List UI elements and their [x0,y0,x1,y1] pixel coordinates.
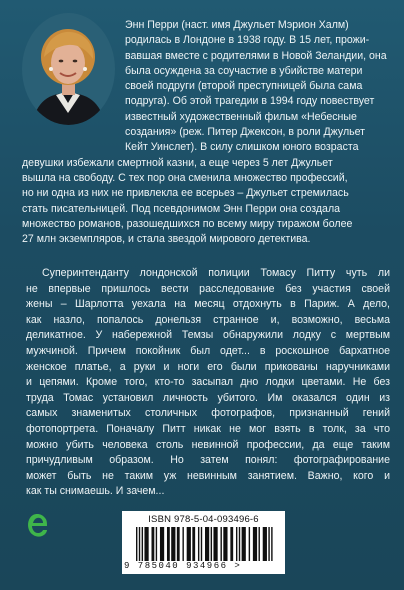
bio-line: была осуждена за соучастие в убийстве матери [125,64,363,77]
barcode-bar [205,527,209,561]
synopsis-line: причудливым образом. Но затем понял: фотографирование [26,454,390,467]
synopsis-line: фотопортрета. Поначалу Питт никак не мог взять в толк, за что [26,422,390,435]
barcode-bar [223,527,227,561]
bio-line: стать писательницей. Под псевдонимом Энн Перри она создала [22,202,341,215]
barcode-bars [136,527,274,561]
barcode-bar [136,527,137,561]
author-bio [22,18,388,247]
synopsis-line: женское платье, а руки и ноги его были прикованы наручниками [26,360,390,373]
bio-line: своей подруги (второй преступницей была сама [125,80,363,93]
bio-line: 27 млн экземпляров, и стала звездой мирового детектива. [22,233,311,246]
barcode-bar [167,527,170,561]
synopsis-line: как назло, попалось донельзя странное и, возможно, весьма [26,313,390,326]
barcode-bar [182,527,183,561]
barcode-digits: 9 785040 934966 > [124,561,242,571]
barcode-bar [271,527,272,561]
barcode-bar [198,527,199,561]
bio-line: вышла на свободу. С тех пор она сменила множество профессий, [22,171,348,184]
bio-line: вавшая вместе с родителями в Новой Зеландии, она [125,49,387,62]
barcode-bar [211,527,212,561]
eksmo-logo-icon [26,512,48,538]
barcode-bar [239,527,240,561]
bio-line: множество романов, разошедшихся по всему миру тиражом более [22,217,353,230]
barcode-bar [139,527,140,561]
bio-line: родилась в Лондоне в 1938 году. В 15 лет, прожи- [125,34,370,47]
synopsis-line: самых знаменитых столичных фотографов, признанный гений [26,407,390,420]
barcode-bar [142,527,143,561]
synopsis-line: может быть не таким уж невинным занятием. Важно, кого и [26,469,390,482]
barcode-bar [151,527,154,561]
barcode-bar [177,527,180,561]
barcode-bar [213,527,217,561]
barcode-bar [259,527,260,561]
barcode-label [122,511,285,574]
barcode-bar [220,527,221,561]
synopsis-line: труда Томас установил личность убитого. Им оказался один из [26,391,390,404]
bio-line: Кейт Уинслет). В силу слишком юного возраста [125,141,359,154]
synopsis-line: мужчиной. Причем покойник был одет... в роскошное бархатное [26,344,390,357]
barcode-bar [156,527,157,561]
barcode-bar [160,527,164,561]
bio-line: Энн Перри (наст. имя Джульет Мэрион Халм) [125,19,349,31]
barcode-bar [249,527,250,561]
bio-line: подруга). Об этой трагедии в 1994 году повествует [125,95,375,108]
synopsis-line: и цепями. Кроме того, кто-то засыпал дно лодки цветами. Не без [26,376,390,389]
synopsis-line: как ты снимаешь. И зачем... [26,485,165,498]
barcode-bar [253,527,257,561]
barcode-bar [201,527,202,561]
synopsis-line: жены – Шарлотта уехала на месяц отдохнуть в Париж. А дело, [26,298,390,311]
synopsis-line: Суперинтенданту лондонской полиции Томасу Питту чуть ли [42,267,390,279]
publisher-logo [26,512,48,538]
barcode-bar [144,527,148,561]
barcode-bar [192,527,195,561]
synopsis-line: можно убить человека столь невинной профессии, да еще таким [26,438,390,451]
synopsis-line: не впервые пришлось вести расследование без участия своей [26,282,390,295]
isbn-number: ISBN 978-5-04-093496-6 [148,514,259,525]
barcode-bar [230,527,233,561]
barcode-bar [268,527,269,561]
synopsis-line: деликатное. У набережной Темзы обнаружили лодку с мертвым [26,329,390,342]
barcode-bar [187,527,191,561]
barcode-bar [236,527,237,561]
barcode-bar [263,527,267,561]
book-synopsis [26,266,390,500]
bio-line: создания» (реж. Питер Джексон, в роли Джульет [125,126,366,139]
bio-line: девушки избежали смертной казни, а еще через 5 лет Джульет [22,156,333,169]
bio-line: известный художественный фильм «Небесные [125,110,357,123]
barcode-bar [242,527,246,561]
barcode-bar [171,527,175,561]
bio-line: но ни одна из них не привлекла ее всерьез – Джульет стремилась [22,187,349,200]
